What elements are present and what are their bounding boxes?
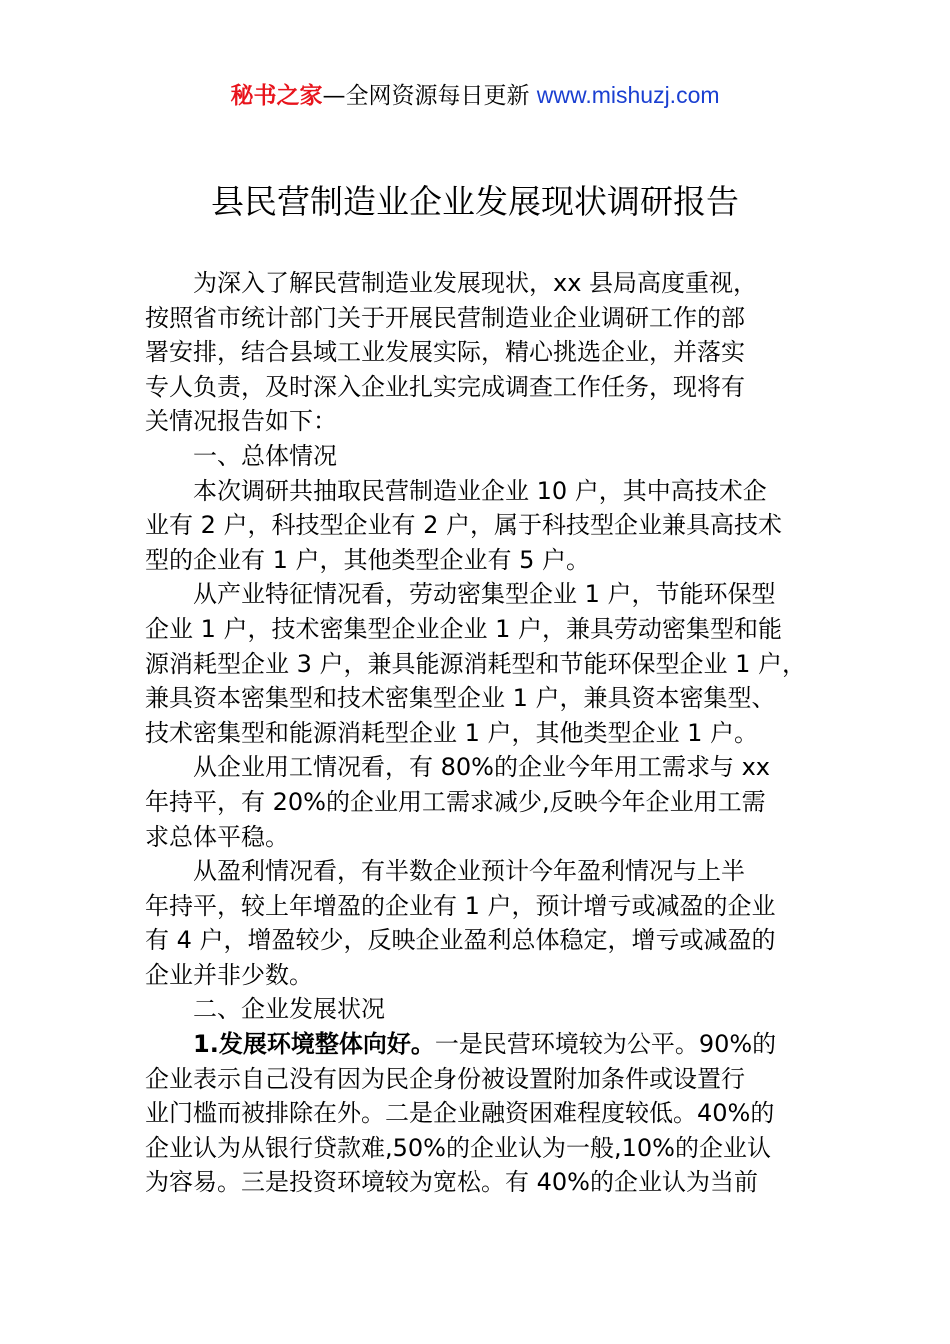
paragraph-line: 兼具资本密集型和技术密集型企业 1 户，兼具资本密集型、: [145, 684, 776, 713]
section-heading: 二、企业发展状况: [193, 995, 385, 1024]
paragraph-line: 署安排，结合县域工业发展实际，精心挑选企业，并落实: [145, 338, 745, 367]
paragraph-line: 为容易。三是投资环境较为宽松。有 40%的企业认为当前: [145, 1168, 758, 1197]
site-url-link[interactable]: www.mishuzj.com: [536, 82, 720, 108]
paragraph-line: 企业表示自己没有因为民企身份被设置附加条件或设置行: [145, 1064, 745, 1093]
paragraph-line: 从盈利情况看，有半数企业预计今年盈利情况与上半: [193, 857, 745, 886]
bold-subheading: 1.发展环境整体向好。: [193, 1030, 435, 1059]
paragraph-line: 专人负责，及时深入企业扎实完成调查工作任务，现将有: [145, 372, 745, 401]
paragraph-line: 从产业特征情况看，劳动密集型企业 1 户，节能环保型: [193, 580, 776, 609]
paragraph-line: 为深入了解民营制造业发展现状，xx 县局高度重视，: [193, 269, 758, 297]
paragraph-line: 本次调研共抽取民营制造业企业 10 户，其中高技术企: [193, 476, 767, 505]
paragraph-line: 有 4 户，增盈较少，反映企业盈利总体稳定，增亏或减盈的: [145, 926, 776, 955]
document-body: [145, 266, 810, 1200]
paragraph-line: 业有 2 户，科技型企业有 2 户，属于科技型企业兼具高技术: [145, 511, 783, 540]
section-heading: 一、总体情况: [193, 441, 337, 470]
paragraph-line-text: 一是民营环境较为公平。90%的: [434, 1030, 777, 1059]
document-title: 县民营制造业企业发展现状调研报告: [211, 182, 739, 221]
paragraph-line: 技术密集型和能源消耗型企业 1 户，其他类型企业 1 户。: [145, 718, 759, 747]
paragraph-line: 企业并非少数。: [145, 960, 313, 989]
paragraph-line: 源消耗型企业 3 户，兼具能源消耗型和节能环保型企业 1 户，: [145, 649, 807, 678]
paragraph-line: 从企业用工情况看，有 80%的企业今年用工需求与 xx: [193, 753, 771, 782]
paragraph-line: 型的企业有 1 户，其他类型企业有 5 户。: [145, 545, 591, 574]
paragraph-line: [145, 1027, 810, 1062]
paragraph-line: 年持平，较上年增盈的企业有 1 户，预计增亏或减盈的企业: [145, 891, 776, 920]
paragraph-line: 年持平，有 20%的企业用工需求减少,反映今年企业用工需: [145, 787, 766, 816]
paragraph-line: 企业认为从银行贷款难,50%的企业认为一般,10%的企业认: [145, 1133, 771, 1162]
site-header: [0, 78, 950, 113]
paragraph-line: 企业 1 户，技术密集型企业企业 1 户，兼具劳动密集型和能: [145, 614, 783, 643]
paragraph-line: 按照省市统计部门关于开展民营制造业企业调研工作的部: [145, 303, 745, 332]
paragraph-line: 关情况报告如下：: [145, 407, 337, 436]
paragraph-line: 求总体平稳。: [145, 822, 289, 851]
site-brand: 秘书之家: [230, 83, 323, 109]
site-slogan: —全网资源每日更新: [322, 83, 537, 109]
paragraph-line: 业门槛而被排除在外。二是企业融资困难程度较低。40%的: [145, 1099, 775, 1128]
